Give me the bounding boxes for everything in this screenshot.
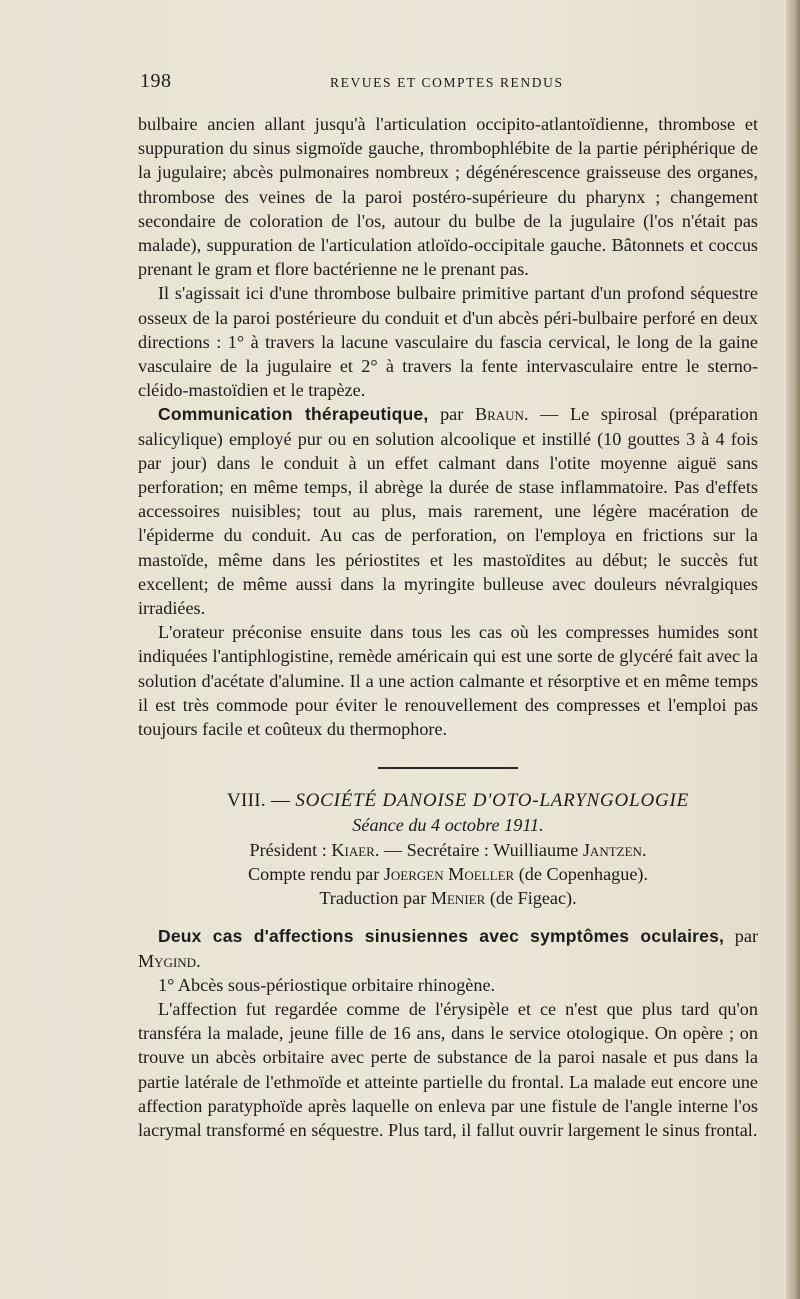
paragraph-communication [138, 402, 758, 620]
translation-name: Menier [430, 888, 486, 909]
secretary-label: . — Secrétaire : Wuilliaume [374, 839, 583, 860]
running-title: REVUES ET COMPTES RENDUS [330, 75, 564, 90]
paragraph-thrombose: Il s'agissait ici d'une thrombose bulbaire primitive partant d'un profond séquestre osseux de la paroi postérieure du conduit et d'un abcès péri-bulbaire perforé en deux directions : 1° à travers la lacune vasculaire du fascia cervical, le long de la gaine vasculaire de la jugulaire et 2° à travers la fente intervasculaire entre le sterno-cléido-mastoïdien et le trapèze. [138, 283, 758, 401]
president-label: Président : [249, 839, 332, 860]
paragraph-case: L'affection fut regardée comme de l'érysipèle et ce n'est que plus tard qu'on transféra la malade, jeune fille de 16 ans, dans le service otologique. On opère ; on trouve un abcès orbitaire avec perte de substance de la paroi nasale et pus dans la partie latérale de l'ethmoïde et atteinte partielle du frontal. La malade eut encore une affection paratyphoïde après laquelle on enleva par une fistule de l'angle interne l'os lacrymal transformé en séquestre. Plus tard, il fallut ouvrir largement le sinus frontal. [138, 998, 758, 1140]
secretary-name: Jantzen [582, 839, 642, 860]
president-name: Kiaer [331, 839, 375, 860]
communication-text: . — Le spirosal (préparation salicylique) employé pur ou en solution alcoolique et instillé (10 gouttes 3 à 4 fois par jour) dans le conduit à un effet calmant dans l'otite moyenne aiguë sans perforation; en même temps, il abrège la durée de stase inflammatoire. Pas d'effets accessoires nuisibles; tout au plus, mais rarement, une légère macération de l'épiderme du conduit. Au cas de perforation, on l'employa en frictions sur la mastoïde, même dans les périostites et les mastoïdites au début; le succès fut excellent; de même aussi dans la myringite bulleuse avec douleurs névralgiques irradiées. [138, 404, 758, 619]
translation-label: Traduction par [319, 888, 431, 909]
section-divider [378, 767, 518, 769]
spacer [138, 910, 758, 924]
page-header [140, 70, 758, 100]
page-body [138, 112, 758, 1142]
case-heading: 1° Abcès sous-périostique orbitaire rhinogène. [158, 974, 496, 995]
seance-date: Séance du 4 octobre 1911. [352, 815, 544, 836]
president-line [138, 838, 758, 862]
report-name: Joergen Moeller [383, 863, 515, 884]
article-heading [138, 924, 758, 972]
communication-heading: Communication thérapeutique, [158, 404, 429, 425]
section-number: VIII. — [226, 790, 296, 812]
article-par: par [724, 926, 758, 947]
translation-end: (de Figeac). [485, 888, 577, 909]
article-title: Deux cas d'affections sinusiennes avec symptômes oculaires, [158, 926, 725, 947]
section-title [138, 789, 758, 813]
page-edge [786, 0, 800, 1299]
report-label: Compte rendu par [247, 863, 384, 884]
paragraph-continuation: bulbaire ancien allant jusqu'à l'articulation occipito-atlantoïdienne, thrombose et suppuration du sinus sigmoïde gauche, thrombophlébite de la partie périphérique de la jugulaire; abcès pulmonaires nombreux ; dégénérescence graisseuse des organes, thrombose des veines de la paroi postéro-supérieure du pharynx ; changement secondaire de coloration de l'os, autour du bulbe de la jugulaire (l'os n'était pas malade), suppuration de l'articulation atloïdo-occipitale gauche. Bâtonnets et coccus prenant le gram et flore bactérienne ne le prenant pas. [138, 114, 758, 280]
article-author-end: . [196, 950, 201, 971]
communication-author: Braun [474, 404, 524, 425]
translation-line [138, 886, 758, 910]
article-author: Mygind [138, 950, 197, 971]
page-number: 198 [140, 70, 172, 92]
secretary-end: . [641, 839, 647, 860]
paragraph-orateur: L'orateur préconise ensuite dans tous les cas où les compresses humides sont indiquées l'antiphlogistine, remède américain qui est une sorte de glycéré fait avec la solution d'acétate d'alumine. Il a une action calmante et résorptive et en même temps il est très commode pour éviter le renouvellement des compresses et l'emploi pas toujours facile et coûteux du thermophore. [138, 622, 758, 740]
section-name: SOCIÉTÉ DANOISE D'OTO-LARYNGOLOGIE [295, 790, 690, 812]
report-end: (de Copenhague). [514, 863, 649, 884]
communication-par: par [428, 404, 475, 425]
report-line [138, 862, 758, 886]
